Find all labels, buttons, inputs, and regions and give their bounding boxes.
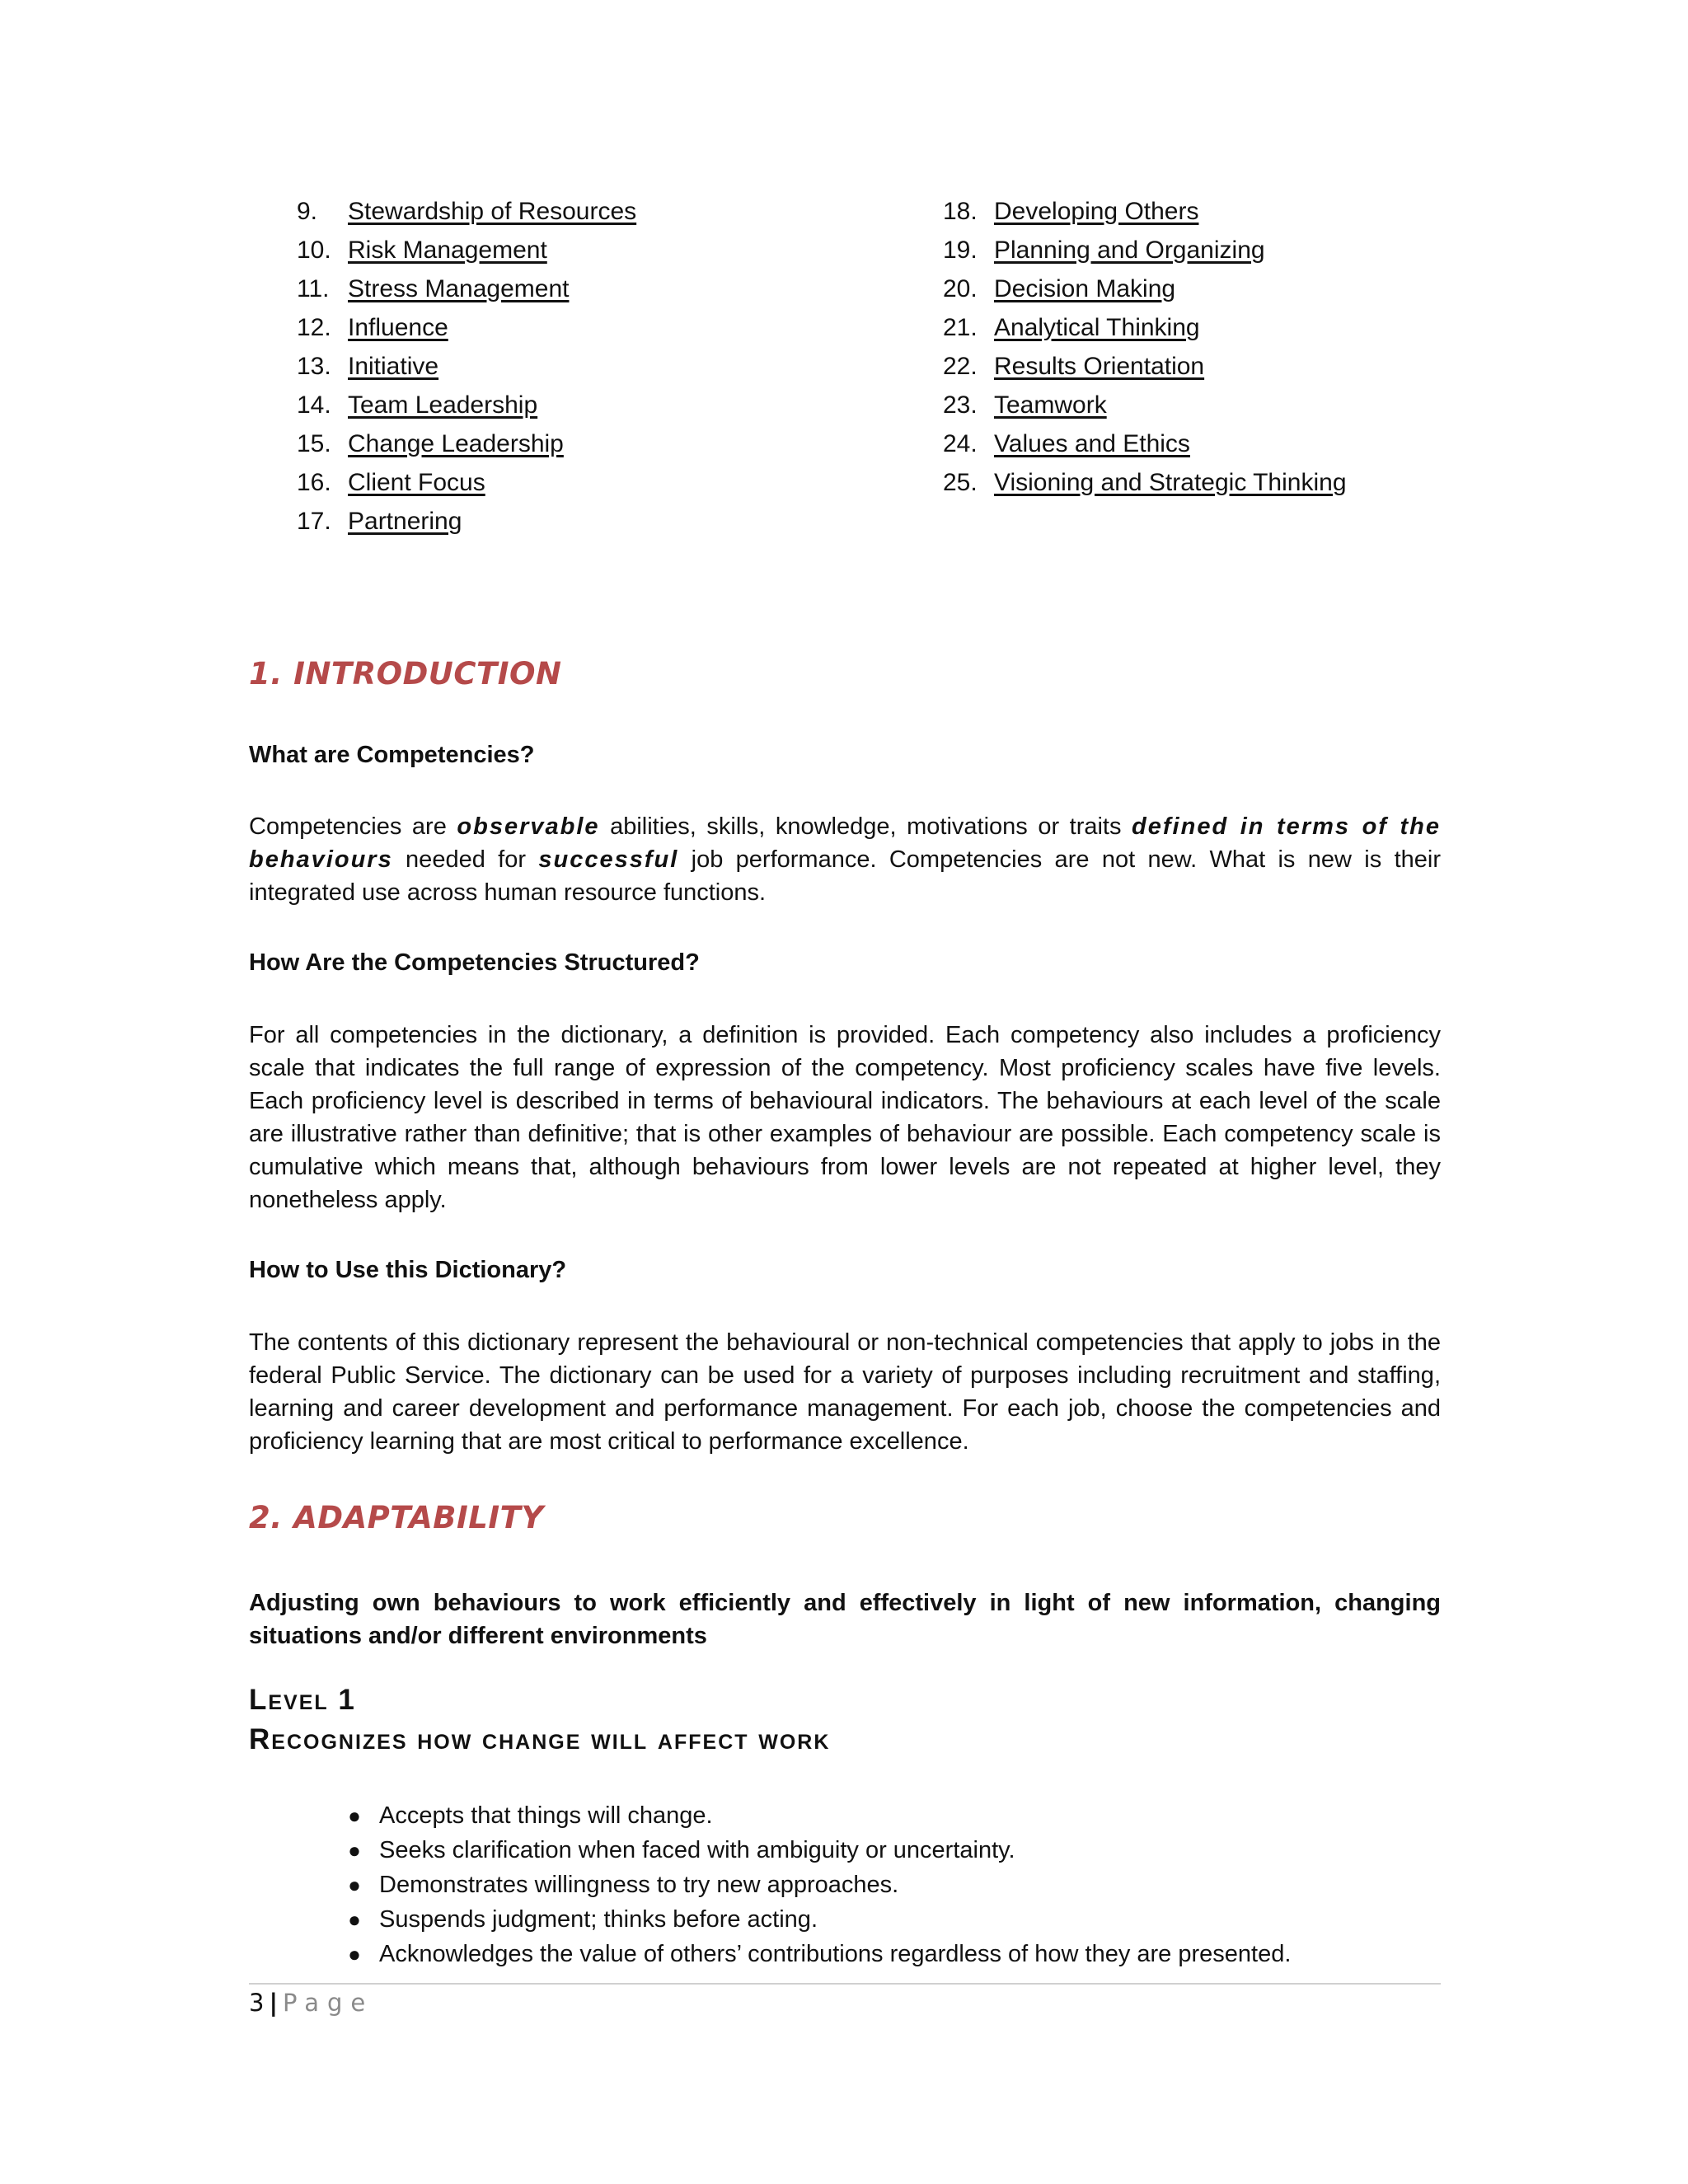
footer-divider: [249, 1983, 1441, 1985]
toc-link-stress-management[interactable]: Stress Management: [348, 275, 570, 302]
bullet-icon: ●: [348, 1906, 361, 1932]
toc-number: 15.: [297, 430, 331, 457]
bullet-icon: ●: [348, 1802, 361, 1828]
page-number: 3: [249, 1989, 265, 2017]
page-word: Page: [283, 1989, 374, 2017]
text-run: abilities, skills, knowledge, motivations or traits: [599, 813, 1132, 840]
bullet-icon: ●: [348, 1872, 361, 1897]
toc-item: [297, 314, 636, 353]
toc-column-right: [943, 198, 1347, 508]
list-item-text: Seeks clarification when faced with ambiguity or uncertainty.: [379, 1836, 1015, 1863]
adaptability-definition: Adjusting own behaviours to work efficiently and effectively in light of new information, changing situations and/or different environments: [249, 1590, 1441, 1649]
toc-link-decision-making[interactable]: Decision Making: [994, 275, 1176, 302]
toc-link-developing-others[interactable]: Developing Others: [994, 198, 1199, 225]
toc-number: 12.: [297, 314, 331, 341]
level-label: Level 1: [249, 1684, 356, 1716]
list-item: [330, 1937, 1441, 1971]
toc-link-client-focus[interactable]: Client Focus: [348, 469, 485, 496]
toc-item: [297, 275, 636, 314]
toc-item: [943, 391, 1347, 430]
usage-heading: How to Use this Dictionary?: [249, 1257, 567, 1283]
toc-item: [297, 237, 636, 275]
toc-number: 16.: [297, 469, 331, 496]
toc-number: 24.: [943, 430, 978, 457]
toc-item: [943, 275, 1347, 314]
bullet-icon: ●: [348, 1941, 361, 1966]
toc-number: 25.: [943, 469, 978, 496]
list-item: [330, 1833, 1441, 1868]
toc-item: [943, 469, 1347, 508]
emphasis-successful: successful: [538, 846, 679, 873]
toc-number: 17.: [297, 508, 331, 535]
structure-paragraph: For all competencies in the dictionary, a definition is provided. Each competency also includes a proficiency scale that indicates the full range of expression of the competency. Most proficiency scales have five levels. Each proficiency level is described in terms of behavioural indicators. The behaviours at each level of the scale are illustrative rather than definitive; that is other examples of behaviour are possible. Each competency scale is cumulative which means that, although behaviours from lower levels are not repeated at higher level, they nonetheless apply.: [249, 1022, 1441, 1213]
text-run: needed for: [392, 846, 539, 873]
toc-link-stewardship-of-resources[interactable]: Stewardship of Resources: [348, 198, 637, 225]
list-item-text: Demonstrates willingness to try new approaches.: [379, 1871, 899, 1898]
introduction-heading: 1. INTRODUCTION: [249, 656, 562, 691]
toc-item: [297, 469, 636, 508]
list-item-text: Accepts that things will change.: [379, 1802, 713, 1829]
toc-number: 20.: [943, 275, 978, 302]
text-run: job performance. Competencies are not new. What is new is their integrated use across human resource functions.: [249, 846, 1441, 906]
toc-item: [297, 391, 636, 430]
toc-item: [297, 430, 636, 469]
toc-number: 11.: [297, 275, 330, 302]
list-item-text: Acknowledges the value of others’ contributions regardless of how they are presented.: [379, 1940, 1292, 1967]
toc-number: 10.: [297, 237, 331, 264]
level-1-behaviours-list: [330, 1798, 1441, 1971]
toc-link-planning-and-organizing[interactable]: Planning and Organizing: [994, 237, 1265, 264]
usage-paragraph: The contents of this dictionary represent the behavioural or non-technical competencies that apply to jobs in the federal Public Service. The dictionary can be used for a variety of purposes including recruitment and staffing, learning and career development and performance management. For each job, choose the competencies and proficiency learning that are most critical to performance excellence.: [249, 1329, 1441, 1455]
toc-link-team-leadership[interactable]: Team Leadership: [348, 391, 538, 419]
list-item: [330, 1902, 1441, 1937]
toc-link-initiative[interactable]: Initiative: [348, 353, 439, 380]
toc-number: 23.: [943, 391, 978, 419]
toc-item: [297, 508, 636, 546]
toc-link-teamwork[interactable]: Teamwork: [994, 391, 1107, 419]
toc-link-partnering[interactable]: Partnering: [348, 508, 462, 535]
toc-number: 14.: [297, 391, 331, 419]
toc-link-risk-management[interactable]: Risk Management: [348, 237, 547, 264]
toc-number: 22.: [943, 353, 978, 380]
toc-number: 19.: [943, 237, 978, 264]
toc-item: [297, 353, 636, 391]
toc-link-analytical-thinking[interactable]: Analytical Thinking: [994, 314, 1200, 341]
adaptability-heading: 2. ADAPTABILITY: [249, 1500, 544, 1535]
toc-number: 21.: [943, 314, 978, 341]
toc-item: [943, 237, 1347, 275]
level-title: Recognizes how change will affect work: [249, 1723, 831, 1755]
toc-link-visioning-and-strategic-thinking[interactable]: Visioning and Strategic Thinking: [994, 469, 1347, 496]
toc-column-left: [297, 198, 636, 546]
emphasis-observable: observable: [457, 813, 600, 840]
toc-number: 13.: [297, 353, 331, 380]
emphasis-defined-behaviours: defined in terms of the behaviours: [249, 813, 1441, 873]
list-item-text: Suspends judgment; thinks before acting.: [379, 1905, 818, 1933]
toc-link-change-leadership[interactable]: Change Leadership: [348, 430, 564, 457]
toc-item: [943, 353, 1347, 391]
toc-item: [297, 198, 636, 237]
toc-number: 9.: [297, 198, 318, 225]
footer-separator: |: [269, 1989, 279, 2017]
what-are-competencies-heading: What are Competencies?: [249, 742, 535, 768]
toc-number: 18.: [943, 198, 978, 225]
bullet-icon: ●: [348, 1837, 361, 1863]
toc-item: [943, 430, 1347, 469]
toc-link-values-and-ethics[interactable]: Values and Ethics: [994, 430, 1190, 457]
toc-link-influence[interactable]: Influence: [348, 314, 448, 341]
toc-item: [943, 314, 1347, 353]
toc-link-results-orientation[interactable]: Results Orientation: [994, 353, 1205, 380]
structure-heading: How Are the Competencies Structured?: [249, 949, 700, 976]
text-run: Competencies are: [249, 813, 457, 840]
toc-item: [943, 198, 1347, 237]
page-footer: [249, 1989, 373, 2017]
list-item: [330, 1868, 1441, 1902]
list-item: [330, 1798, 1441, 1833]
competencies-definition-paragraph: [249, 810, 1441, 909]
